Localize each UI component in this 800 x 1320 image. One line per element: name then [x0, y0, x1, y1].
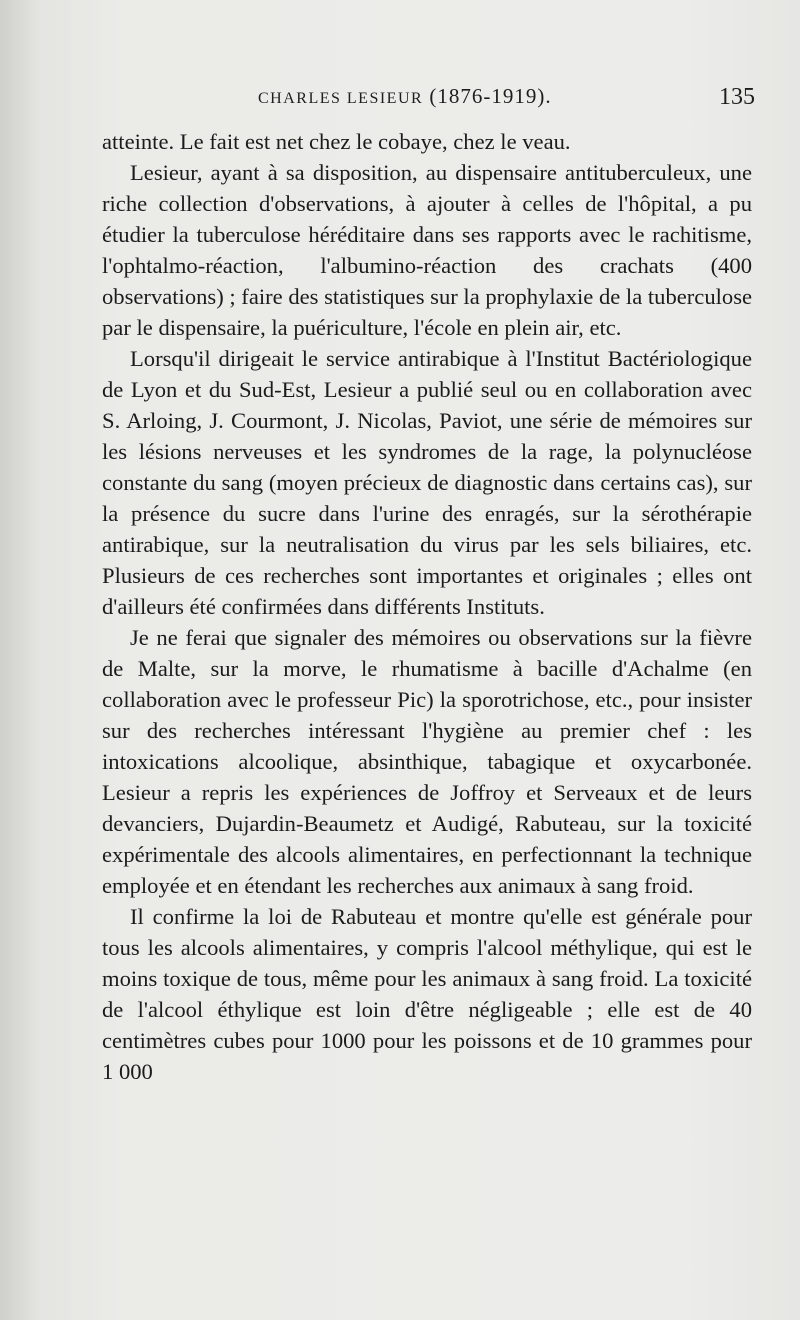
running-title-dates: (1876-1919). — [429, 84, 552, 108]
paragraph-rabuteau: Il confirme la loi de Rabuteau et montre qu'elle est générale pour tous les alcools alimentaires, y compris l'alcool méthylique, qui est le moins toxique de tous, même pour les animaux à sang froid. La toxicité de l'alcool éthylique est loin d'être négligeable ; elle est de 40 centimètres cubes pour 1000 pour les poissons et de 10 grammes pour 1 000 — [102, 904, 752, 1084]
paragraph-continuation: atteinte. Le fait est net chez le cobaye, chez le veau. — [102, 129, 571, 154]
paragraph-intoxications: Je ne ferai que signaler des mémoires ou observations sur la fièvre de Malte, sur la morve, le rhumatisme à bacille d'Achalme (en collaboration avec le professeur Pic) la sporotrichose, etc., pour insister sur des recherches intéressant l'hygiène au premier chef : les intoxications alcoolique, absinthique, tabagique et oxycarbonée. Lesieur a repris les expériences de Joffroy et Serveaux et de leurs devanciers, Dujardin-Beaumetz et Audigé, Rabuteau, sur la toxicité expérimentale des alcools alimentaires, en perfectionnant la technique employée et en étendant les recherches aux animaux à sang froid. — [102, 625, 752, 898]
body-text — [102, 126, 752, 1087]
paragraph-antirabique: Lorsqu'il dirigeait le service antirabique à l'Institut Bactériologique de Lyon et du Sud-Est, Lesieur a publié seul ou en collaboration avec S. Arloing, J. Courmont, J. Nicolas, Paviot, une série de mémoires sur les lésions nerveuses et les syndromes de la rage, la polynucléose constante du sang (moyen précieux de diagnostic dans certains cas), sur la présence du sucre dans l'urine des enragés, sur la sérothérapie antirabique, sur la neutralisation du virus par les sels biliaires, etc. Plusieurs de ces recherches sont importantes et originales ; elles ont d'ailleurs été confirmées dans différents Instituts. — [102, 346, 752, 619]
running-header — [100, 84, 755, 124]
paragraph-dispensaire: Lesieur, ayant à sa disposition, au dispensaire antituberculeux, une riche collection d'observations, à ajouter à celles de l'hôpital, a pu étudier la tuberculose héréditaire dans ses rapports avec le rachitisme, l'ophtalmo-réaction, l'albumino-réaction des crachats (400 observations) ; faire des statistiques sur la prophylaxie de la tuberculose par le dispensaire, la puériculture, l'école en plein air, etc. — [102, 160, 753, 340]
running-title-name: CHARLES LESIEUR — [258, 90, 424, 107]
page-number: 135 — [719, 84, 755, 110]
running-title — [258, 84, 552, 109]
